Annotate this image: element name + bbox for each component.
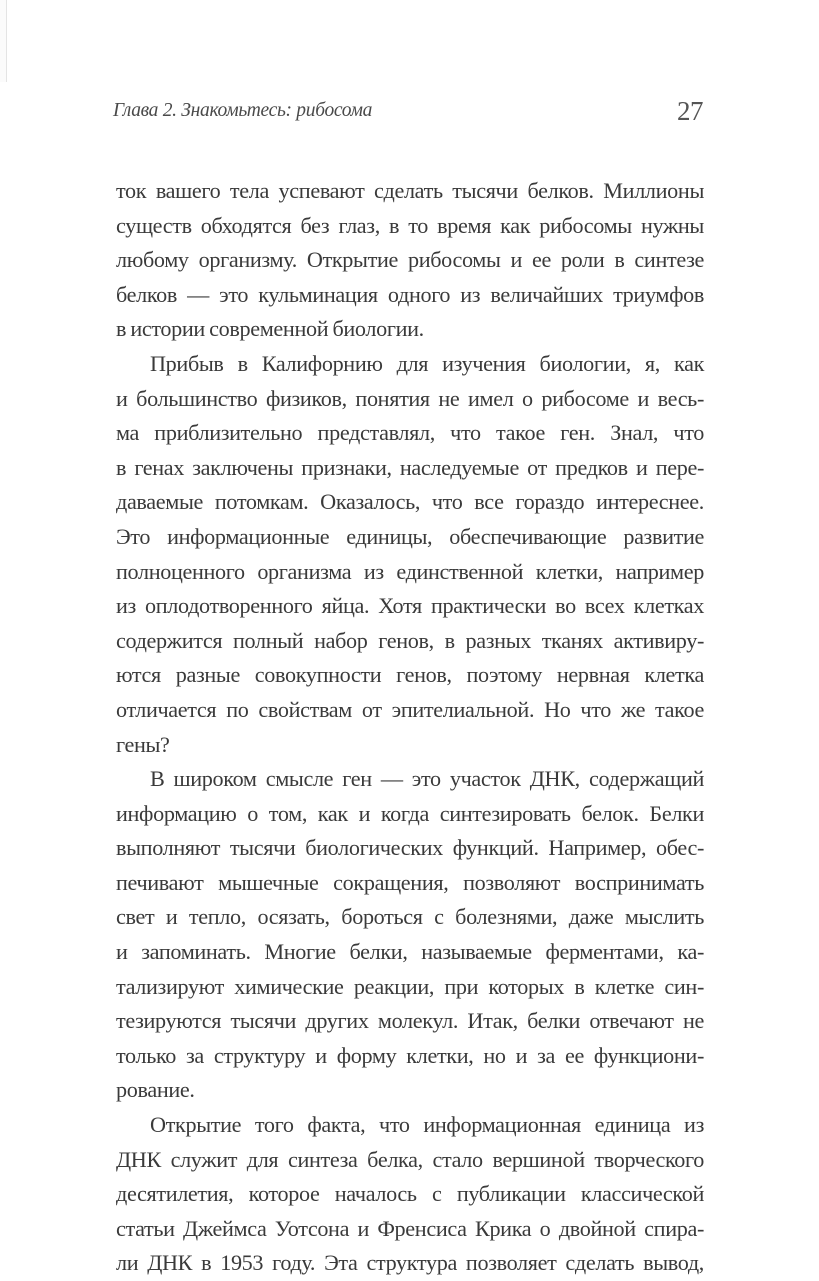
text-line: Прибыв в Калифорнию для изучения биологии, я, как <box>150 350 704 376</box>
text-line: ли ДНК в 1953 году. Эта структура позволяет сделать вывод, <box>116 1250 704 1276</box>
text-line: только за структуру и форму клетки, но и за ее функциони- <box>116 1042 704 1068</box>
page-number: 27 <box>677 96 703 126</box>
text-line: Это информационные единицы, обеспечивающие развитие <box>116 523 704 549</box>
text-line: даваемые потомкам. Оказалось, что все гораздо интереснее. <box>116 489 704 515</box>
text-line: отличается по свойствам от эпителиальной. Но что же такое <box>116 696 704 722</box>
text-line: ются разные совокупности генов, поэтому нервная клетка <box>116 662 704 688</box>
page-edge-shadow <box>0 0 7 82</box>
text-line: тализируют химические реакции, при которых в клетке син- <box>116 973 704 999</box>
paragraph <box>116 347 704 762</box>
text-line: выполняют тысячи биологических функций. Например, обес- <box>116 835 704 861</box>
text-line: статьи Джеймса Уотсона и Френсиса Крика о двойной спира- <box>116 1215 704 1241</box>
text-line: ма приблизительно представлял, что такое ген. Знал, что <box>116 420 704 446</box>
paragraph <box>116 1108 704 1281</box>
text-line: свет и тепло, осязать, бороться с болезнями, даже мыслить <box>116 904 704 930</box>
text-line: тезируются тысячи других молекул. Итак, белки отвечают не <box>116 1008 704 1034</box>
text-line: и запоминать. Многие белки, называемые ферментами, ка- <box>116 939 704 965</box>
text-line: и большинство физиков, понятия не имел о рибосоме и весь- <box>116 385 704 411</box>
text-line: десятилетия, которое началось с публикации классической <box>116 1181 704 1207</box>
text-line: белков — это кульминация одного из величайших триумфов <box>116 281 704 307</box>
body-text <box>116 174 704 1281</box>
running-head <box>113 96 703 130</box>
text-line: ток вашего тела успевают сделать тысячи белков. Миллионы <box>116 178 704 203</box>
text-line: рование. <box>116 1077 195 1103</box>
paragraph <box>116 762 704 1108</box>
text-line: Открытие того факта, что информационная единица из <box>150 1112 704 1138</box>
text-line: из оплодотворенного яйца. Хотя практически во всех клетках <box>116 593 704 619</box>
text-line: содержится полный набор генов, в разных тканях активиру- <box>116 627 704 653</box>
text-line: существ обходятся без глаз, в то время как рибосомы нужны <box>116 212 704 238</box>
text-line: любому организму. Открытие рибосомы и ее роли в синтезе <box>116 247 704 273</box>
paragraph <box>116 174 704 347</box>
text-line: ДНК служит для синтеза белка, стало вершиной творческого <box>116 1146 704 1172</box>
chapter-title: Глава 2. Знакомьтесь: рибосома <box>113 100 373 121</box>
text-line: печивают мышечные сокращения, позволяют воспринимать <box>116 869 704 895</box>
text-line: гены? <box>116 731 170 757</box>
text-line: в истории современной биологии. <box>116 316 424 342</box>
text-line: в генах заключены признаки, наследуемые от предков и пере- <box>116 454 704 480</box>
text-line: информацию о том, как и когда синтезировать белок. Белки <box>116 800 704 826</box>
text-line: полноценного организма из единственной клетки, например <box>116 558 704 584</box>
text-line: В широком смысле ген — это участок ДНК, содержащий <box>150 766 704 792</box>
